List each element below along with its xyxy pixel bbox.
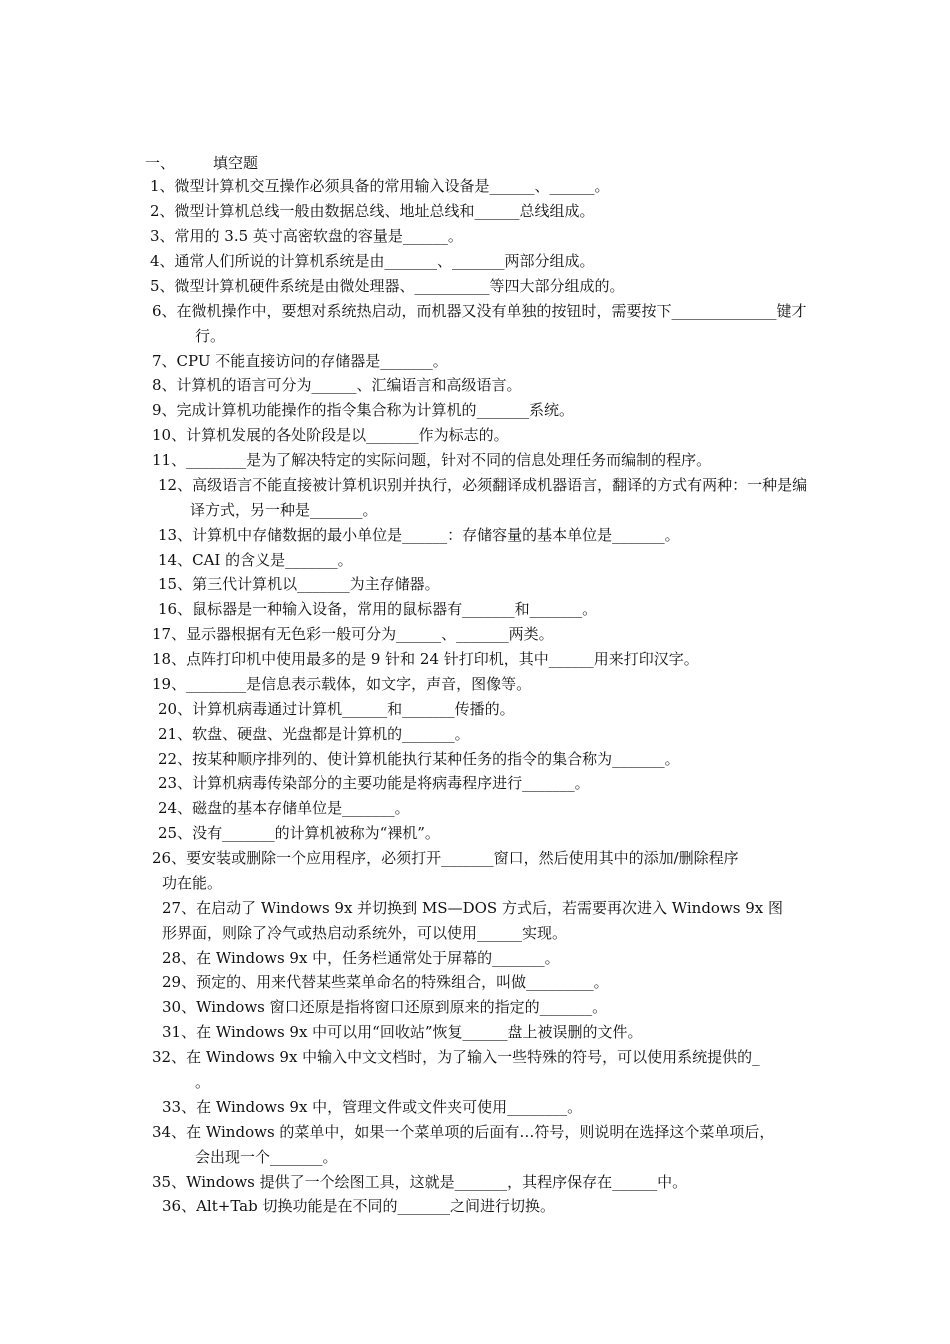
- question-line: 28、在 Windows 9x 中，任务栏通常处于屏幕的_______。: [162, 949, 560, 967]
- question-line: 15、第三代计算机以_______为主存储器。: [158, 575, 440, 593]
- section-heading: [145, 154, 258, 172]
- question-line: 36、Alt+Tab 切换功能是在不同的_______之间进行切换。: [162, 1197, 555, 1215]
- question-line: 20、计算机病毒通过计算机______和_______传播的。: [158, 700, 515, 718]
- question-line: 27、在启动了 Windows 9x 并切换到 MS—DOS 方式后，若需要再次进入 Windows 9x 图: [162, 899, 784, 917]
- question-line: 2、微型计算机总线一般由数据总线、地址总线和______总线组成。: [150, 202, 595, 220]
- question-line: 19、________是信息表示载体，如文字，声音，图像等。: [152, 675, 532, 693]
- question-line: 35、Windows 提供了一个绘图工具，这就是_______，其程序保存在______中。: [152, 1173, 688, 1191]
- question-line: 4、通常人们所说的计算机系统是由_______、_______两部分组成。: [150, 252, 595, 270]
- question-line: 34、在 Windows 的菜单中，如果一个菜单项的后面有…符号，则说明在选择这个菜单项后，: [152, 1123, 775, 1141]
- question-line: 16、鼠标器是一种输入设备，常用的鼠标器有_______和_______。: [158, 600, 598, 618]
- question-line: 14、CAI 的含义是_______。: [158, 551, 353, 569]
- question-line: 32、在 Windows 9x 中输入中文文档时，为了输入一些特殊的符号，可以使用系统提供的_: [152, 1048, 760, 1066]
- question-line: 29、预定的、用来代替某些菜单命名的特殊组合，叫做_________。: [162, 973, 609, 991]
- question-line: 25、没有_______的计算机被称为“裸机”。: [158, 824, 440, 842]
- question-line: 26、要安装或删除一个应用程序，必须打开_______窗口，然后使用其中的添加/删除程序: [152, 849, 739, 867]
- question-line: 8、计算机的语言可分为______、汇编语言和高级语言。: [152, 376, 522, 394]
- question-line: 3、常用的 3.5 英寸高密软盘的容量是______。: [150, 227, 463, 245]
- question-line: 21、软盘、硬盘、光盘都是计算机的_______。: [158, 725, 470, 743]
- question-line: 1、微型计算机交互操作必须具备的常用输入设备是______、______。: [150, 177, 610, 195]
- question-line: 6、在微机操作中，要想对系统热启动，而机器又没有单独的按钮时，需要按下______________键才: [152, 302, 807, 320]
- question-line: 33、在 Windows 9x 中，管理文件或文件夹可使用________。: [162, 1098, 583, 1116]
- question-line: 10、计算机发展的各处阶段是以_______作为标志的。: [152, 426, 509, 444]
- question-line: 22、按某种顺序排列的、使计算机能执行某种任务的指令的集合称为_______。: [158, 750, 680, 768]
- question-line: 12、高级语言不能直接被计算机识别并执行，必须翻译成机器语言，翻译的方式有两种：一种是编: [158, 476, 808, 494]
- question-line: 23、计算机病毒传染部分的主要功能是将病毒程序进行_______。: [158, 774, 590, 792]
- question-line: 18、点阵打印机中使用最多的是 9 针和 24 针打印机，其中______用来打印汉字。: [152, 650, 699, 668]
- question-line: 30、Windows 窗口还原是指将窗口还原到原来的指定的_______。: [162, 998, 608, 1016]
- question-line-continued: 。: [195, 1073, 211, 1091]
- question-line-continued: 行。: [195, 327, 226, 345]
- question-line-continued: 功在能。: [162, 874, 223, 892]
- section-title: 填空题: [213, 154, 259, 172]
- question-line-continued: 译方式，另一种是_______。: [190, 501, 378, 519]
- question-line: 5、微型计算机硬件系统是由微处理器、__________等四大部分组成的。: [150, 277, 625, 295]
- question-line: 24、磁盘的基本存储单位是_______。: [158, 799, 410, 817]
- question-line: 7、CPU 不能直接访问的存储器是_______。: [152, 352, 448, 370]
- question-line-continued: 形界面，则除了冷气或热启动系统外，可以使用______实现。: [162, 924, 568, 942]
- question-line: 9、完成计算机功能操作的指令集合称为计算机的_______系统。: [152, 401, 575, 419]
- question-line-continued: 会出现一个_______。: [195, 1148, 338, 1166]
- question-line: 17、显示器根据有无色彩一般可分为______、_______两类。: [152, 625, 554, 643]
- question-line: 11、________是为了解决特定的实际问题，针对不同的信息处理任务而编制的程序。: [152, 451, 712, 469]
- section-number: 一、: [145, 154, 176, 172]
- question-line: 31、在 Windows 9x 中可以用“回收站”恢复______盘上被误删的文件。: [162, 1023, 643, 1041]
- question-line: 13、计算机中存储数据的最小单位是______：存储容量的基本单位是_______。: [158, 526, 680, 544]
